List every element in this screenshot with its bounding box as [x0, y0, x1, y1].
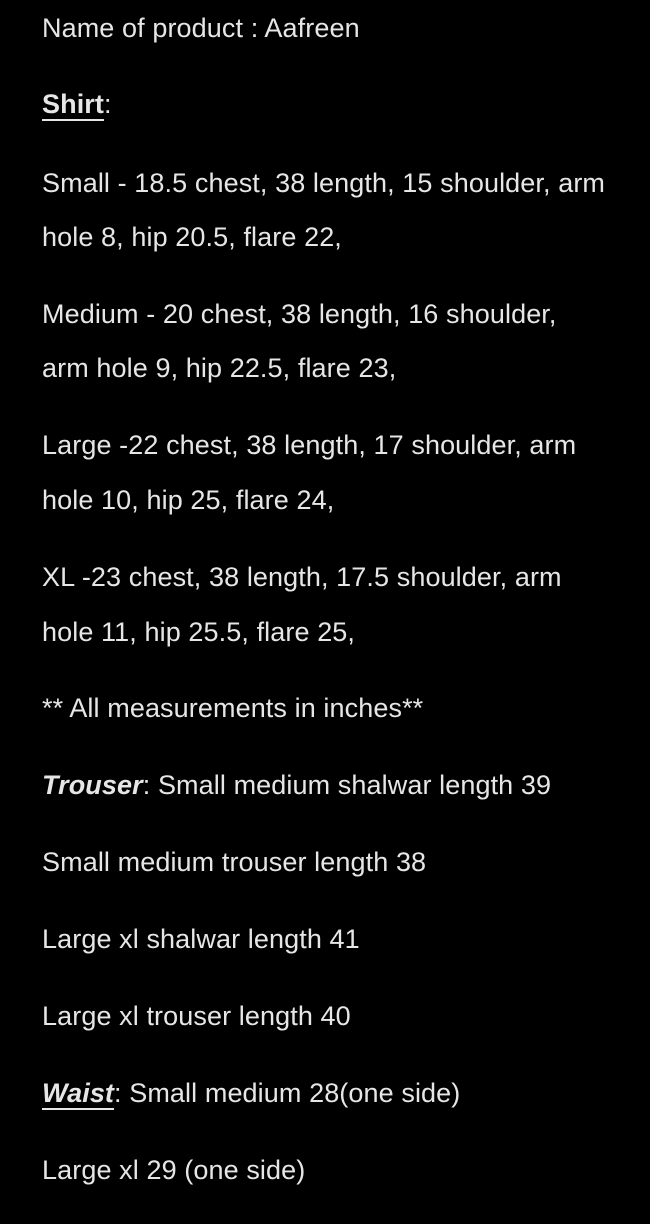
shirt-xl-line1: XL -23 chest, 38 length, 17.5 shoulder, arm [42, 562, 562, 592]
waist-first-text: : Small medium 28(one side) [114, 1078, 461, 1108]
shirt-heading-colon: : [104, 89, 112, 119]
trouser-line-4: Large xl trouser length 40 [42, 1001, 351, 1031]
shirt-large-line1: Large -22 chest, 38 length, 17 shoulder, arm [42, 430, 577, 460]
trouser-heading: Trouser [42, 770, 143, 800]
measurement-note: ** All measurements in inches** [42, 693, 424, 723]
shirt-xl-line2: hole 11, hip 25.5, flare 25, [42, 617, 356, 647]
waist-line-1 [42, 1077, 460, 1109]
shirt-medium-line2: arm hole 9, hip 22.5, flare 23, [42, 353, 397, 383]
shirt-large-line2: hole 10, hip 25, flare 24, [42, 485, 335, 515]
product-name: Name of product : Aafreen [42, 13, 360, 43]
waist-heading: Waist [42, 1078, 115, 1108]
trouser-line-1 [42, 769, 551, 801]
shirt-heading-line [42, 88, 112, 120]
shirt-medium-line1: Medium - 20 chest, 38 length, 16 shoulder, [42, 299, 557, 329]
trouser-line-2: Small medium trouser length 38 [42, 847, 427, 877]
shirt-heading: Shirt [42, 89, 105, 119]
shirt-small-line1: Small - 18.5 chest, 38 length, 15 shoulder, arm [42, 168, 606, 198]
trouser-first-text: : Small medium shalwar length 39 [142, 770, 552, 800]
waist-line-2: Large xl 29 (one side) [42, 1155, 306, 1185]
shirt-small-line2: hole 8, hip 20.5, flare 22, [42, 222, 342, 252]
trouser-line-3: Large xl shalwar length 41 [42, 924, 360, 954]
